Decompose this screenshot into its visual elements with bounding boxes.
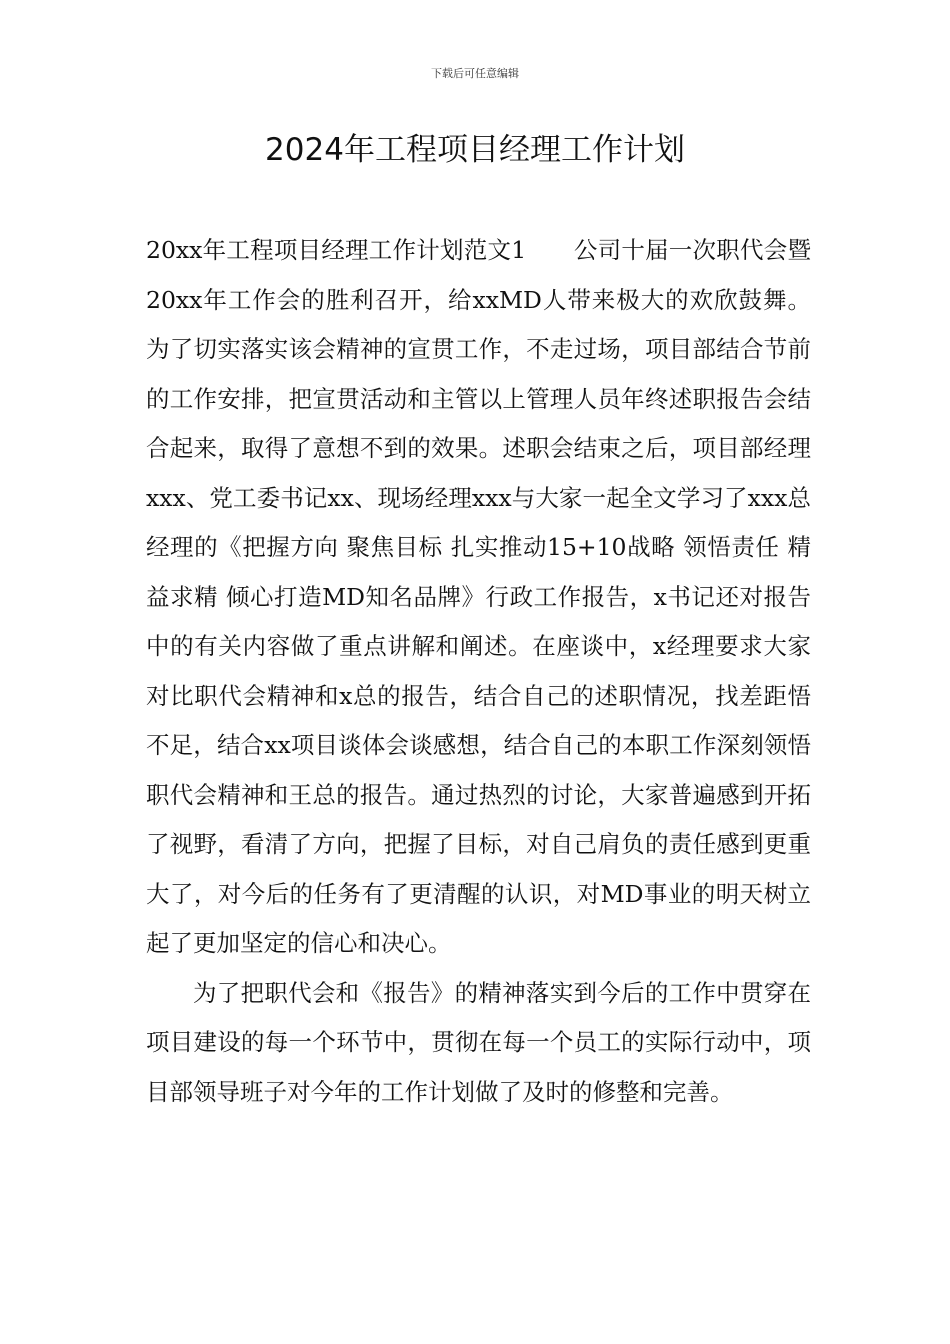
document-body bbox=[146, 226, 811, 1117]
document-title: 2024年工程项目经理工作计划 bbox=[265, 132, 685, 168]
page-header-note: 下载后可任意编辑 bbox=[431, 67, 519, 80]
body-paragraph-2: 为了把职代会和《报告》的精神落实到今后的工作中贯穿在项目建设的每一个环节中，贯彻在每一个员工的实际行动中，项目部领导班子对今年的工作计划做了及时的修整和完善。 bbox=[146, 978, 811, 1106]
body-paragraph-1: 20xx年工程项目经理工作计划范文1 公司十届一次职代会暨20xx年工作会的胜利召开，给xxMD人带来极大的欢欣鼓舞。为了切实落实该会精神的宣贯工作，不走过场，项目部结合节前的工作安排，把宣贯活动和主管以上管理人员年终述职报告会结合起来，取得了意想不到的效果。述职会结束之后，项目部经理xxx、党工委书记xx、现场经理xxx与大家一起全文学习了xxx总经理的《把握方向 聚焦目标 扎实推动15+10战略 领悟责任 精益求精 倾心打造MD知名品牌》行政工作报告，x书记还对报告中的有关内容做了重点讲解和阐述。在座谈中，x经理要求大家对比职代会精神和x总的报告，结合自己的述职情况，找差距悟不足，结合xx项目谈体会谈感想，结合自己的本职工作深刻领悟职代会精神和王总的报告。通过热烈的讨论，大家普遍感到开拓了视野，看清了方向，把握了目标，对自己肩负的责任感到更重大了，对今后的任务有了更清醒的认识，对MD事业的明天树立起了更加坚定的信心和决心。 bbox=[146, 236, 811, 957]
